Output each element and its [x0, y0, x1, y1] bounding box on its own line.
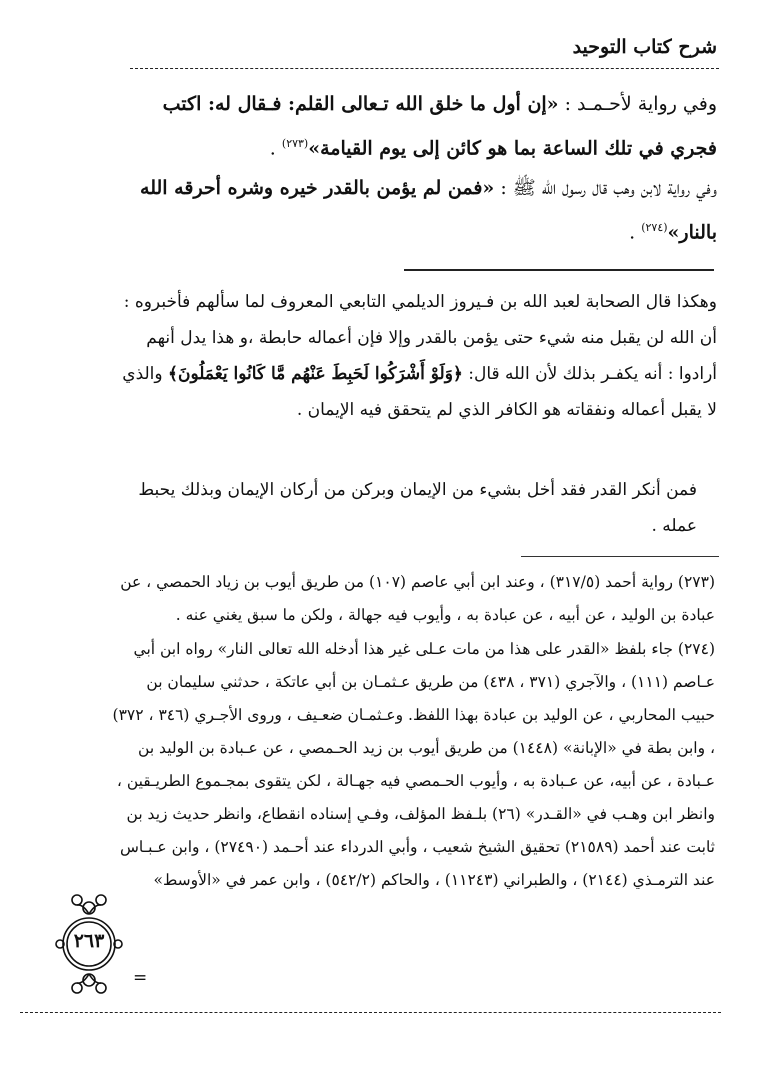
commentary-text-after: والذي لا يقبل أعماله ونفقاته هو الكافر الذي لم يتحقق فيه الإيمان . [122, 364, 717, 420]
main-paragraph-2-end: . [629, 221, 636, 244]
hadith-quote-2: «فمن لم يؤمن بالقدر خيره وشره أحرقه الله بالنار» [140, 177, 717, 244]
running-title: شرح كتاب التوحيد [572, 36, 717, 58]
footnotes [112, 566, 715, 898]
footnote-274: (٢٧٤) جاء بلفظ «القدر على هذا من مات عـلى غير هذا أدخله الله تعالى النار» رواه ابن أبي عـاصم (١١١) ، والآجري (٣٧١ ، ٤٣٨) من طريق عـثمـان بن أبي عاتكة ، حدثني سليمان بن حبيب المحاربي ، عن الوليد بن عبادة بهذا اللفظ. وعـثمـان ضعـيف ، وروى الأجـري (٣٤٦ ، ٣٧٢) ، وابن بطة في «الإبانة» (١٤٤٨) من طريق أيوب بن زيد الحـمصي ، عن عـبادة بن الوليد بن عـبادة ، عن أبيه، عن عـبادة به ، وأيوب الحـمصي فيه جهـالة ، لكن يتقوى بمجـموع الطريـقين ، وانظر ابن وهـب في «القـدر» (٢٦) بلـفظ المؤلف، وفـي إسناده انقطاع، وانظر حديث زيد بن ثابت عند أحمد (٢١٥٨٩) تحقيق الشيخ شعيب ، وأبي الدرداء عند أحـمد (٢٧٤٩٠) ، وابن عـبـاس عند الترمـذي (٢١٤٤) ، والطبراني (١١٢٤٣) ، والحاكم (٥٤٢/٢) ، وابن عمر في «الأوسط» [112, 640, 715, 889]
section-divider [404, 269, 714, 271]
commentary-paragraph-2: فمن أنكر القدر فقد أخل بشيء من الإيمان وبركن من أركان الإيمان وبذلك يحبط عمله . [138, 480, 697, 536]
continuation-mark: = [133, 968, 148, 988]
main-text [120, 84, 717, 253]
main-paragraph-1 [120, 84, 717, 168]
commentary-text-before: وهكذا قال الصحابة لعبد الله بن فـيروز الديلمي التابعي المعروف لما سألهم فأخبروه : أن الله لن يقبل منه شيء حتى يؤمن بالقدر وإلا فإن أعماله حابطة ،و هذا يدل أنهم أرادوا : أنه يكفـر بذلك لأن الله قال: [123, 292, 717, 384]
commentary [110, 284, 717, 428]
quran-verse: ﴿وَلَوْ أَشْرَكُوا لَحَبِطَ عَنْهُم مَّا كَانُوا يَعْمَلُونَ﴾ [168, 364, 463, 384]
main-paragraph-2 [120, 168, 717, 252]
main-paragraph-2-intro: وفي رواية لابن وهب قال رسول الله ﷺ : [500, 177, 717, 200]
header-divider [130, 68, 719, 69]
commentary-2 [110, 472, 697, 544]
main-paragraph-1-end: . [269, 137, 276, 160]
footnotes-divider [521, 556, 719, 557]
commentary-paragraph-1 [110, 284, 717, 428]
page-number: ٢٦٣ [73, 930, 105, 952]
main-paragraph-1-intro: وفي رواية لأحـمـد : [564, 93, 717, 115]
footnote-273: (٢٧٣) رواية أحمد (٣١٧/٥) ، وعند ابن أبي عاصم (١٠٧) من طريق أيوب بن زياد الحمصي ، عن عبادة بن الوليد ، عن أبيه ، عن عبادة به ، وأيوب فيه جهالة ، ولكن ما سبق يغني عنه . [120, 573, 715, 624]
footnote-ref-274: (٢٧٤) [641, 221, 668, 235]
footer-divider [20, 1012, 721, 1013]
footnote-ref-273: (٢٧٣) [281, 137, 309, 150]
hadith-quote-1: «إن أول ما خلق الله تـعالى القلم: فـقال له: اكتب فجري في تلك الساعة بما هو كائن إلى يوم القيامة» [162, 93, 717, 160]
